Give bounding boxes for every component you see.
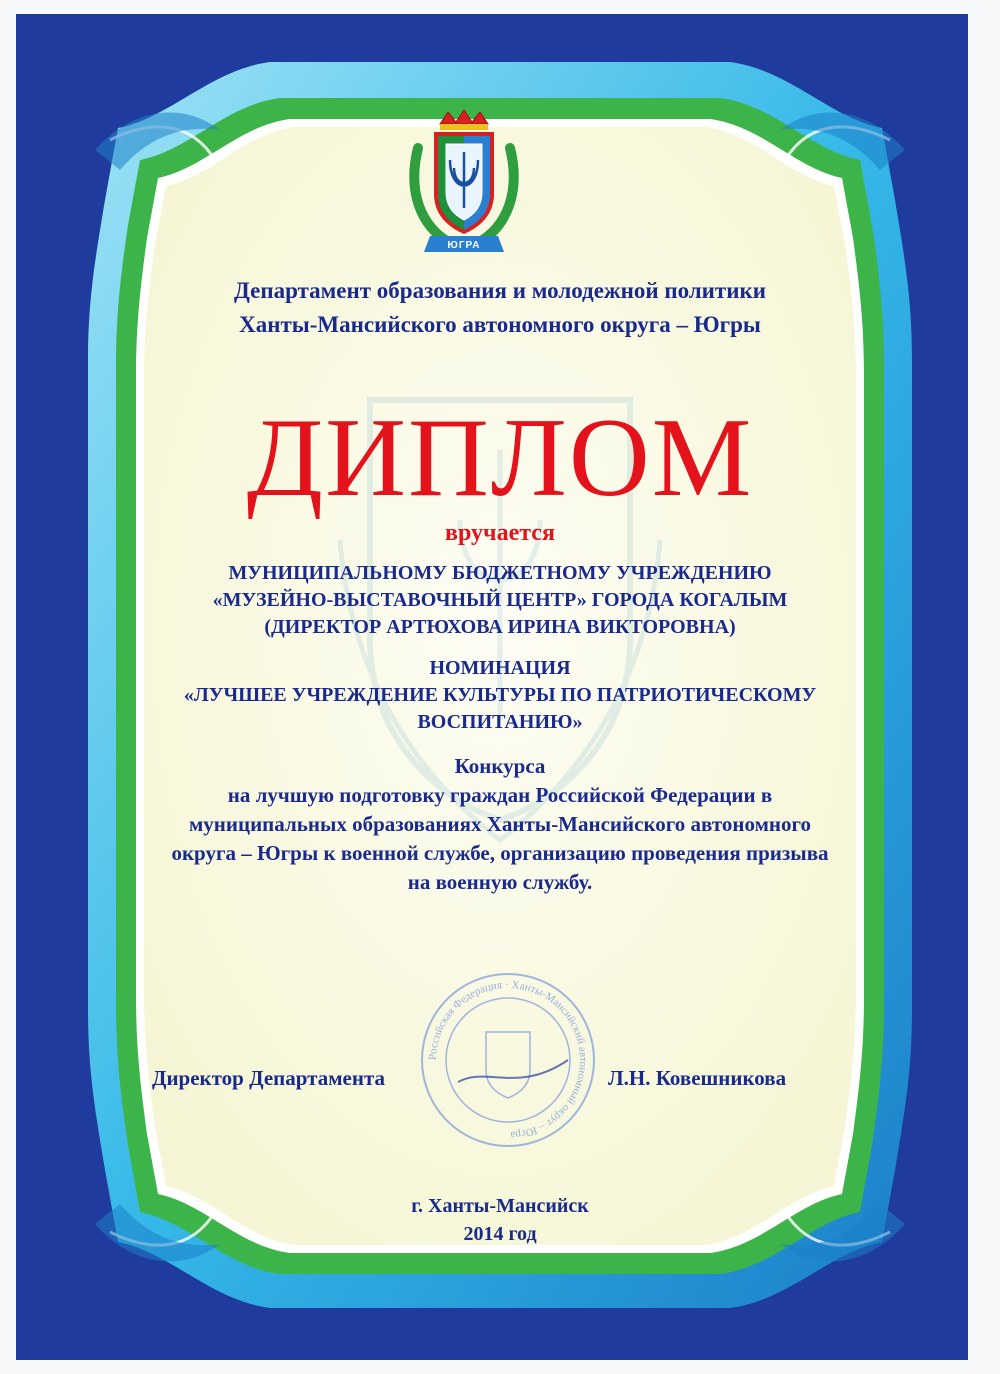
footer [0, 1192, 1000, 1248]
recipient-line-2: «МУЗЕЙНО-ВЫСТАВОЧНЫЙ ЦЕНТР» ГОРОДА КОГАЛЫМ [212, 589, 788, 611]
footer-year: 2014 год [463, 1223, 537, 1245]
official-stamp [418, 970, 598, 1150]
recipient [0, 560, 1000, 641]
department-line-1: Департамент образования и молодежной политики [234, 278, 766, 303]
contest-line-4: на военную службу. [407, 870, 593, 894]
recipient-line-3: (ДИРЕКТОР АРТЮХОВА ИРИНА ВИКТОРОВНА) [264, 616, 736, 638]
nomination-line-1: «ЛУЧШЕЕ УЧРЕЖДЕНИЕ КУЛЬТУРЫ ПО ПАТРИОТИЧЕСКОМУ [183, 684, 817, 706]
stamp-text: Российская Федерация · Ханты-Мансийский автономный округ – Югра [426, 978, 590, 1141]
nomination-line-2: ВОСПИТАНИЮ» [417, 711, 583, 733]
department-name [0, 274, 1000, 342]
recipient-line-1: МУНИЦИПАЛЬНОМУ БЮДЖЕТНОМУ УЧРЕЖДЕНИЮ [228, 562, 772, 584]
contest-line-2: муниципальных образованиях Ханты-Мансийского автономного [188, 812, 812, 836]
diploma-title: ДИПЛОМ [246, 396, 754, 520]
emblem-ribbon-text: ЮГРА [447, 240, 481, 251]
awarded-label: вручается [445, 520, 555, 546]
contest-line-3: округа – Югры к военной службе, организацию проведения призыва [171, 841, 829, 865]
signature-row [0, 1066, 1000, 1096]
footer-city: г. Ханты-Мансийск [411, 1195, 589, 1217]
department-line-2: Ханты-Мансийского автономного округа – Югры [239, 312, 761, 337]
contest-label: Конкурса [454, 754, 546, 778]
contest-line-1: на лучшую подготовку граждан Российской Федерации в [227, 783, 773, 807]
nomination-label: НОМИНАЦИЯ [429, 657, 571, 679]
nomination [0, 655, 1000, 736]
signatory-name: Л.Н. Ковешникова [608, 1066, 787, 1090]
contest [0, 752, 1000, 897]
signatory-title: Директор Департамента [152, 1066, 386, 1090]
